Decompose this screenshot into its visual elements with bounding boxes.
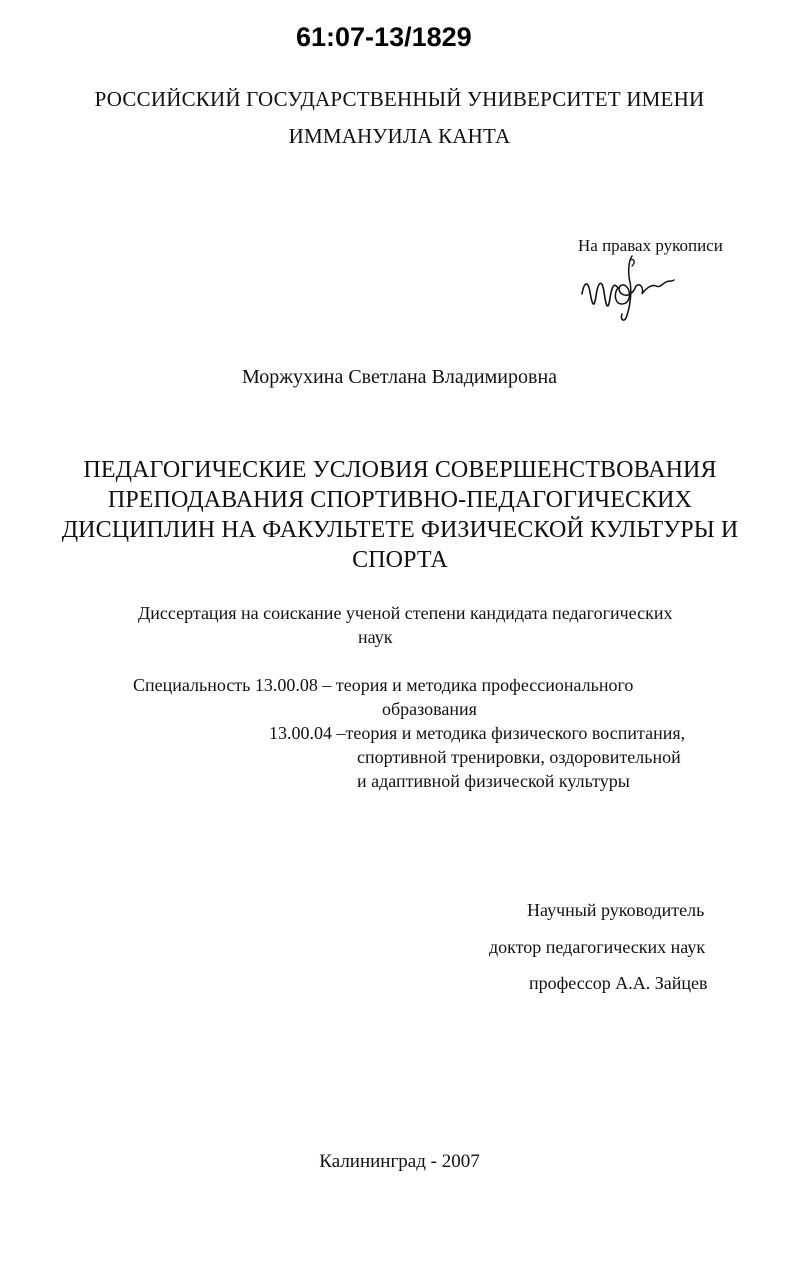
supervisor-name: профессор А.А. Зайцев xyxy=(529,973,708,993)
supervisor-degree: доктор педагогических наук xyxy=(489,937,706,957)
city-year: Калининград - 2007 xyxy=(319,1151,480,1172)
rights-note: На правах рукописи xyxy=(578,236,723,255)
dissertation-degree-line-2: наук xyxy=(358,627,393,647)
title-line: ПЕДАГОГИЧЕСКИЕ УСЛОВИЯ СОВЕРШЕНСТВОВАНИЯ xyxy=(83,457,717,483)
specialty-line-1: Специальность 13.00.08 – теория и методика профессионального xyxy=(133,675,634,695)
catalog-number: 61:07-13/1829 xyxy=(296,22,472,52)
dissertation-title xyxy=(60,455,740,575)
dissertation-degree-line-1: Диссертация на соискание ученой степени кандидата педагогических xyxy=(138,603,673,623)
supervisor-role: Научный руководитель xyxy=(527,900,705,920)
title-line: ПРЕПОДАВАНИЯ СПОРТИВНО-ПЕДАГОГИЧЕСКИХ xyxy=(107,487,693,513)
specialty-line-4: спортивной тренировки, оздоровительной xyxy=(357,747,681,767)
university-name-line-2: ИММАНУИЛА КАНТА xyxy=(288,124,511,148)
title-line: ДИСЦИПЛИН НА ФАКУЛЬТЕТЕ ФИЗИЧЕСКОЙ КУЛЬТУРЫ И xyxy=(61,517,739,543)
specialty-line-3: 13.00.04 –теория и методика физического воспитания, xyxy=(269,723,686,743)
author-name: Моржухина Светлана Владимировна xyxy=(241,366,558,388)
specialty-line-5: и адаптивной физической культуры xyxy=(357,771,630,791)
specialty-line-2: образования xyxy=(382,699,477,719)
title-line: СПОРТА xyxy=(352,547,448,573)
signature-icon xyxy=(574,252,678,324)
university-name-line-1: РОССИЙСКИЙ ГОСУДАРСТВЕННЫЙ УНИВЕРСИТЕТ ИМЕНИ xyxy=(94,87,705,111)
